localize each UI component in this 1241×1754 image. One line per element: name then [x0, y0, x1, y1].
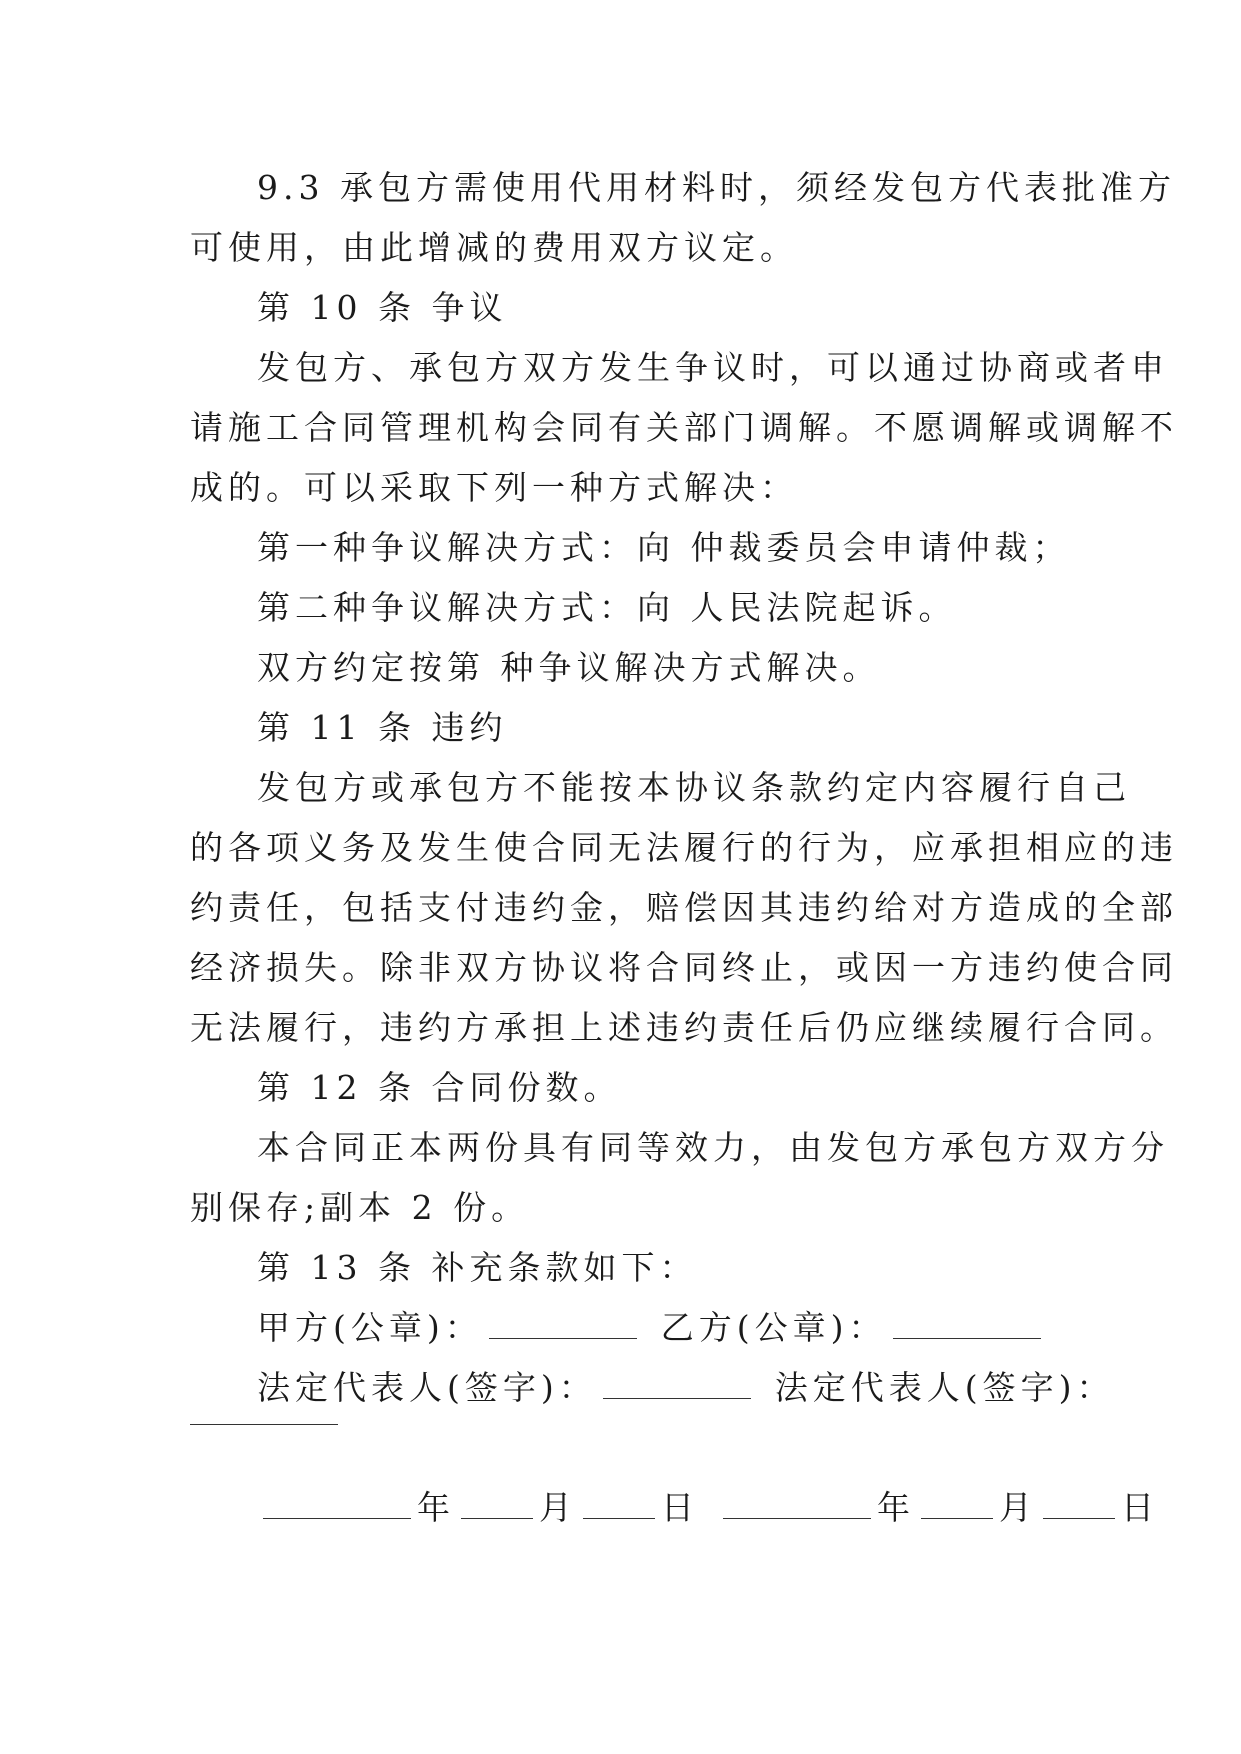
paragraph-line: 无法履行，违约方承担上述违约责任后仍应继续履行合同。	[190, 1008, 1178, 1047]
day-blank-b	[1043, 1488, 1115, 1519]
day-label: 日	[1121, 1488, 1159, 1527]
year-blank-b	[723, 1488, 871, 1519]
rep-b-blank	[190, 1424, 338, 1425]
paragraph-line: 可使用，由此增减的费用双方议定。	[190, 228, 798, 267]
paragraph-line: 别保存;副本 2 份。	[190, 1188, 530, 1227]
section-heading: 第 13 条 补充条款如下：	[257, 1248, 698, 1287]
rep-b-label: 法定代表人(签字)：	[774, 1368, 1115, 1407]
year-label: 年	[877, 1488, 915, 1527]
party-seal-line	[257, 1308, 1047, 1348]
paragraph-line: 成的。可以采取下列一种方式解决：	[190, 468, 798, 507]
month-blank-b	[921, 1488, 993, 1519]
year-blank-a	[263, 1488, 411, 1519]
section-heading: 第 11 条 违约	[257, 708, 508, 747]
paragraph-line: 双方约定按第 种争议解决方式解决。	[257, 648, 881, 687]
paragraph-line: 的各项义务及发生使合同无法履行的行为，应承担相应的违	[190, 828, 1178, 867]
section-heading: 第 12 条 合同份数。	[257, 1068, 622, 1107]
party-a-label: 甲方(公章)：	[257, 1308, 483, 1347]
paragraph-line: 发包方或承包方不能按本协议条款约定内容履行自己	[257, 768, 1131, 807]
day-blank-a	[583, 1488, 655, 1519]
date-line	[257, 1488, 1159, 1528]
year-label: 年	[417, 1488, 455, 1527]
month-label: 月	[539, 1488, 577, 1527]
section-heading: 第 10 条 争议	[257, 288, 508, 327]
party-b-blank	[893, 1308, 1041, 1339]
paragraph-line: 9.3 承包方需使用代用材料时，须经发包方代表批准方	[257, 168, 1176, 207]
paragraph-line: 请施工合同管理机构会同有关部门调解。不愿调解或调解不	[190, 408, 1178, 447]
day-label: 日	[661, 1488, 699, 1527]
paragraph-line: 发包方、承包方双方发生争议时，可以通过协商或者申	[257, 348, 1169, 387]
paragraph-line: 第二种争议解决方式：向 人民法院起诉。	[257, 588, 957, 627]
paragraph-line: 本合同正本两份具有同等效力，由发包方承包方双方分	[257, 1128, 1169, 1167]
month-blank-a	[461, 1488, 533, 1519]
rep-a-label: 法定代表人(签字)：	[257, 1368, 597, 1407]
paragraph-line: 经济损失。除非双方协议将合同终止，或因一方违约使合同	[190, 948, 1178, 987]
rep-a-blank	[603, 1368, 751, 1399]
party-a-blank	[489, 1308, 637, 1339]
paragraph-line: 约责任，包括支付违约金，赔偿因其违约给对方造成的全部	[190, 888, 1178, 927]
representative-line	[257, 1368, 1115, 1408]
month-label: 月	[999, 1488, 1037, 1527]
paragraph-line: 第一种争议解决方式：向 仲裁委员会申请仲裁；	[257, 528, 1071, 567]
party-b-label: 乙方(公章)：	[660, 1308, 887, 1347]
